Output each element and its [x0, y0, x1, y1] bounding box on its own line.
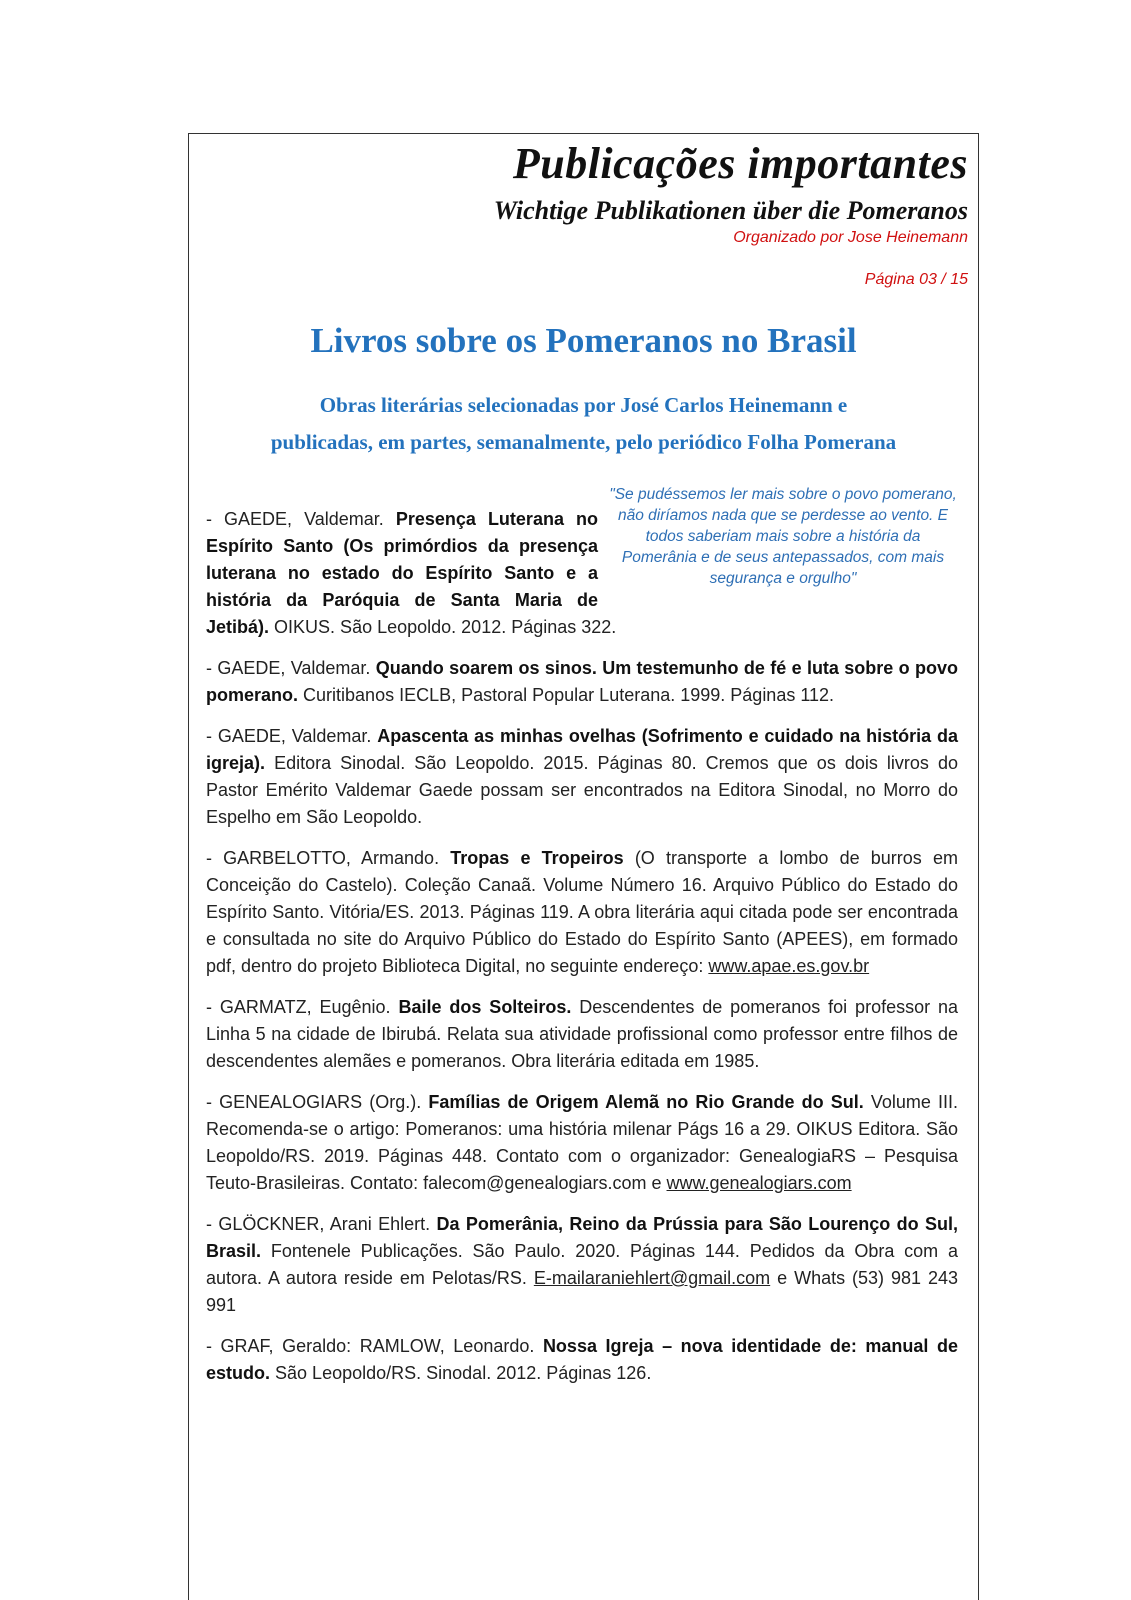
entry-email-link[interactable]: E-mailaraniehlert@gmail.com: [533, 1268, 771, 1288]
entry-author: - GLÖCKNER, Arani Ehlert.: [206, 1214, 431, 1234]
entry-details: Fontenele Publicações. São Paulo. 2020. Páginas 144. Pedidos da Obra com a autora. A autora reside em Pelotas/RS.: [206, 1241, 958, 1288]
list-item: [206, 1333, 958, 1387]
list-item: [206, 655, 958, 709]
entry-author: - GRAF, Geraldo: RAMLOW, Leonardo.: [206, 1336, 535, 1356]
list-item: [206, 1211, 958, 1319]
page-subtitle: Wichtige Publikationen über die Pomeranos: [493, 196, 968, 225]
entry-details: OIKUS. São Leopoldo. 2012. Páginas 322.: [274, 617, 617, 637]
intro-line-1: Obras literárias selecionadas por José Carlos Heinemann e: [319, 393, 848, 417]
entry-title: Quando soarem os sinos. Um testemunho de fé e luta sobre o povo pomerano.: [206, 658, 958, 705]
entry-details: Editora Sinodal. São Leopoldo. 2015. Páginas 80. Cremos que os dois livros do Pastor Emérito Valdemar Gaede possam ser encontrados na Editora Sinodal, no Morro do Espelho em São Leopoldo.: [206, 753, 958, 827]
list-item: [206, 845, 958, 980]
entry-link[interactable]: www.genealogiars.com: [666, 1173, 852, 1193]
entry-title: Da Pomerânia, Reino da Prússia para São Lourenço do Sul, Brasil.: [206, 1214, 958, 1261]
entry-title: Apascenta as minhas ovelhas (Sofrimento e cuidado na história da igreja).: [206, 726, 958, 773]
entry-author: - GAEDE, Valdemar.: [206, 726, 372, 746]
entry-contact: e Whats (53) 981 243 991: [206, 1268, 958, 1315]
list-item: [206, 994, 958, 1075]
entry-author: - GARMATZ, Eugênio.: [206, 997, 391, 1017]
entry-title: Baile dos Solteiros.: [398, 997, 572, 1017]
bibliography-list: [206, 486, 959, 1401]
intro-line-2: publicadas, em partes, semanalmente, pelo periódico Folha Pomerana: [270, 430, 897, 454]
entry-details: Volume III. Recomenda-se o artigo: Pomeranos: uma história milenar Págs 16 a 29. OIKUS Editora. São Leopoldo/RS. 2019. Páginas 448. Contato com o organizador: GenealogiaRS – Pesquisa Teuto-Brasileiras. Contato: falecom@genealogiars.com e: [206, 1092, 958, 1193]
entry-author: - GAEDE, Valdemar.: [206, 509, 384, 529]
entry-link[interactable]: www.apae.es.gov.br: [708, 956, 870, 976]
entry-details: São Leopoldo/RS. Sinodal. 2012. Páginas 126.: [275, 1363, 652, 1383]
entry-details: Descendentes de pomeranos foi professor na Linha 5 na cidade de Ibirubá. Relata sua atividade profissional como professor entre filhos de descendentes alemães e pomeranos. Obra literária editada em 1985.: [206, 997, 959, 1071]
page-title: Publicações importantes: [512, 139, 968, 188]
page-number: Página 03 / 15: [864, 271, 968, 288]
entry-title: Presença Luterana no Espírito Santo (Os primórdios da presença luterana no estado do Espírito Santo e a história da Paróquia de Santa Maria de Jetibá).: [206, 509, 598, 637]
entry-title: Nossa Igreja – nova identidade de: manual de estudo.: [206, 1336, 958, 1383]
pull-quote: "Se pudéssemos ler mais sobre o povo pomerano, não diríamos nada que se perdesse ao vento. E todos saberiam mais sobre a história da Pomerânia e de seus antepassados, com mais segurança e orgulho": [609, 486, 957, 587]
entry-author: - GENEALOGIARS (Org.).: [206, 1092, 422, 1112]
list-item: [206, 723, 958, 831]
organizer-credit: Organizado por Jose Heinemann: [733, 229, 968, 246]
entry-title: Famílias de Origem Alemã no Rio Grande do Sul.: [428, 1092, 864, 1112]
section-intro: [200, 387, 967, 461]
entry-author: - GAEDE, Valdemar.: [206, 658, 371, 678]
entry-details: Curitibanos IECLB, Pastoral Popular Luterana. 1999. Páginas 112.: [303, 685, 835, 705]
list-item: [206, 1089, 958, 1197]
entry-author: - GARBELOTTO, Armando.: [206, 848, 440, 868]
section-heading: Livros sobre os Pomeranos no Brasil: [310, 321, 857, 360]
entry-title: Tropas e Tropeiros: [450, 848, 624, 868]
entry-details: (O transporte a lombo de burros em Conceição do Castelo). Coleção Canaã. Volume Número 16. Arquivo Público do Estado do Espírito Santo. Vitória/ES. 2013. Páginas 119. A obra literária aqui citada pode ser encontrada e consultada no site do Arquivo Público do Estado do Espírito Santo (APEES), em formado pdf, dentro do projeto Biblioteca Digital, no seguinte endereço:: [206, 848, 958, 976]
